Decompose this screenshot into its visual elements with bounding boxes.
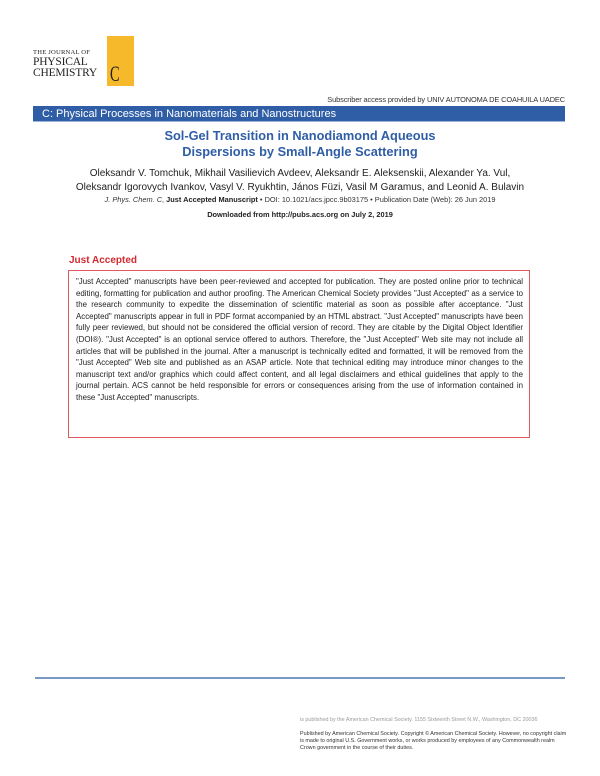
section-banner: C: Physical Processes in Nanomaterials and Nanostructures	[33, 106, 565, 122]
authors-line-2: Oleksandr Igorovych Ivankov, Vasyl V. Ryukhtin, János Füzi, Vasil M Garamus, and Leonid A. Bulavin	[75, 182, 525, 193]
footer-divider	[35, 677, 565, 679]
logo-wordmark	[33, 50, 97, 80]
citation-separator: ,	[162, 195, 167, 204]
article-title	[0, 128, 600, 159]
citation-line	[0, 195, 600, 204]
logo-line-2: PHYSICAL	[33, 55, 88, 68]
logo-section-letter: C	[110, 61, 120, 86]
just-accepted-heading: Just Accepted	[69, 255, 137, 266]
article-title-line-2: Dispersions by Small-Angle Scattering	[182, 143, 418, 159]
copyright-notice: Published by American Chemical Society. Copyright © American Chemical Society. However, no copyright claim is made to original U.S. Government works, or works produced by employees of any Commonwealth realm Crown government in the course of their duties.	[300, 731, 567, 752]
logo-line-1: THE JOURNAL OF	[33, 49, 91, 56]
author-list	[0, 167, 600, 195]
subscriber-access-notice: Subscriber access provided by UNIV AUTONOMA DE COAHUILA UADEC	[327, 95, 565, 104]
download-notice: Downloaded from http://pubs.acs.org on July 2, 2019	[207, 210, 393, 219]
journal-logo	[33, 36, 143, 88]
just-accepted-body: "Just Accepted" manuscripts have been peer-reviewed and accepted for publication. They are posted online prior to technical editing, formatting for publication and author proofing. The American Chemical Society provides "Just Accepted" as a service to the research community to expedite the dissemination of scientific material as soon as possible after acceptance. "Just Accepted" manuscripts appear in full in PDF format accompanied by an HTML abstract. "Just Accepted" manuscripts have been fully peer reviewed, but should not be considered the official version of record. They are citable by the Digital Object Identifier (DOI®). "Just Accepted" is an optional service offered to authors. Therefore, the "Just Accepted" Web site may not include all articles that will be published in the journal. After a manuscript is technically edited and formatted, it will be removed from the "Just Accepted" Web site and published as an ASAP article. Note that technical editing may introduce minor changes to the manuscript text and/or graphics which could affect content, and all legal disclaimers and ethical guidelines that apply to the journal pertain. ACS cannot be held responsible for errors or consequences arising from the use of information contained in these "Just Accepted" manuscripts.	[76, 277, 523, 402]
journal-abbrev: J. Phys. Chem. C	[104, 195, 163, 204]
publisher-address: is published by the American Chemical Society. 1155 Sixteenth Street N.W., Washington, DC 20036	[300, 717, 538, 723]
article-title-line-1: Sol-Gel Transition in Nanodiamond Aqueous	[164, 128, 436, 143]
doi-and-date: • DOI: 10.1021/acs.jpcc.9b03175 • Publication Date (Web): 26 Jun 2019	[257, 195, 496, 204]
logo-line-3: CHEMISTRY	[33, 67, 98, 80]
just-accepted-notice-box	[68, 270, 530, 438]
manuscript-status: Just Accepted Manuscript	[166, 195, 258, 204]
authors-line-1: Oleksandr V. Tomchuk, Mikhail Vasilievich Avdeev, Aleksandr E. Aleksenskii, Alexander Ya. Vul,	[89, 168, 511, 179]
